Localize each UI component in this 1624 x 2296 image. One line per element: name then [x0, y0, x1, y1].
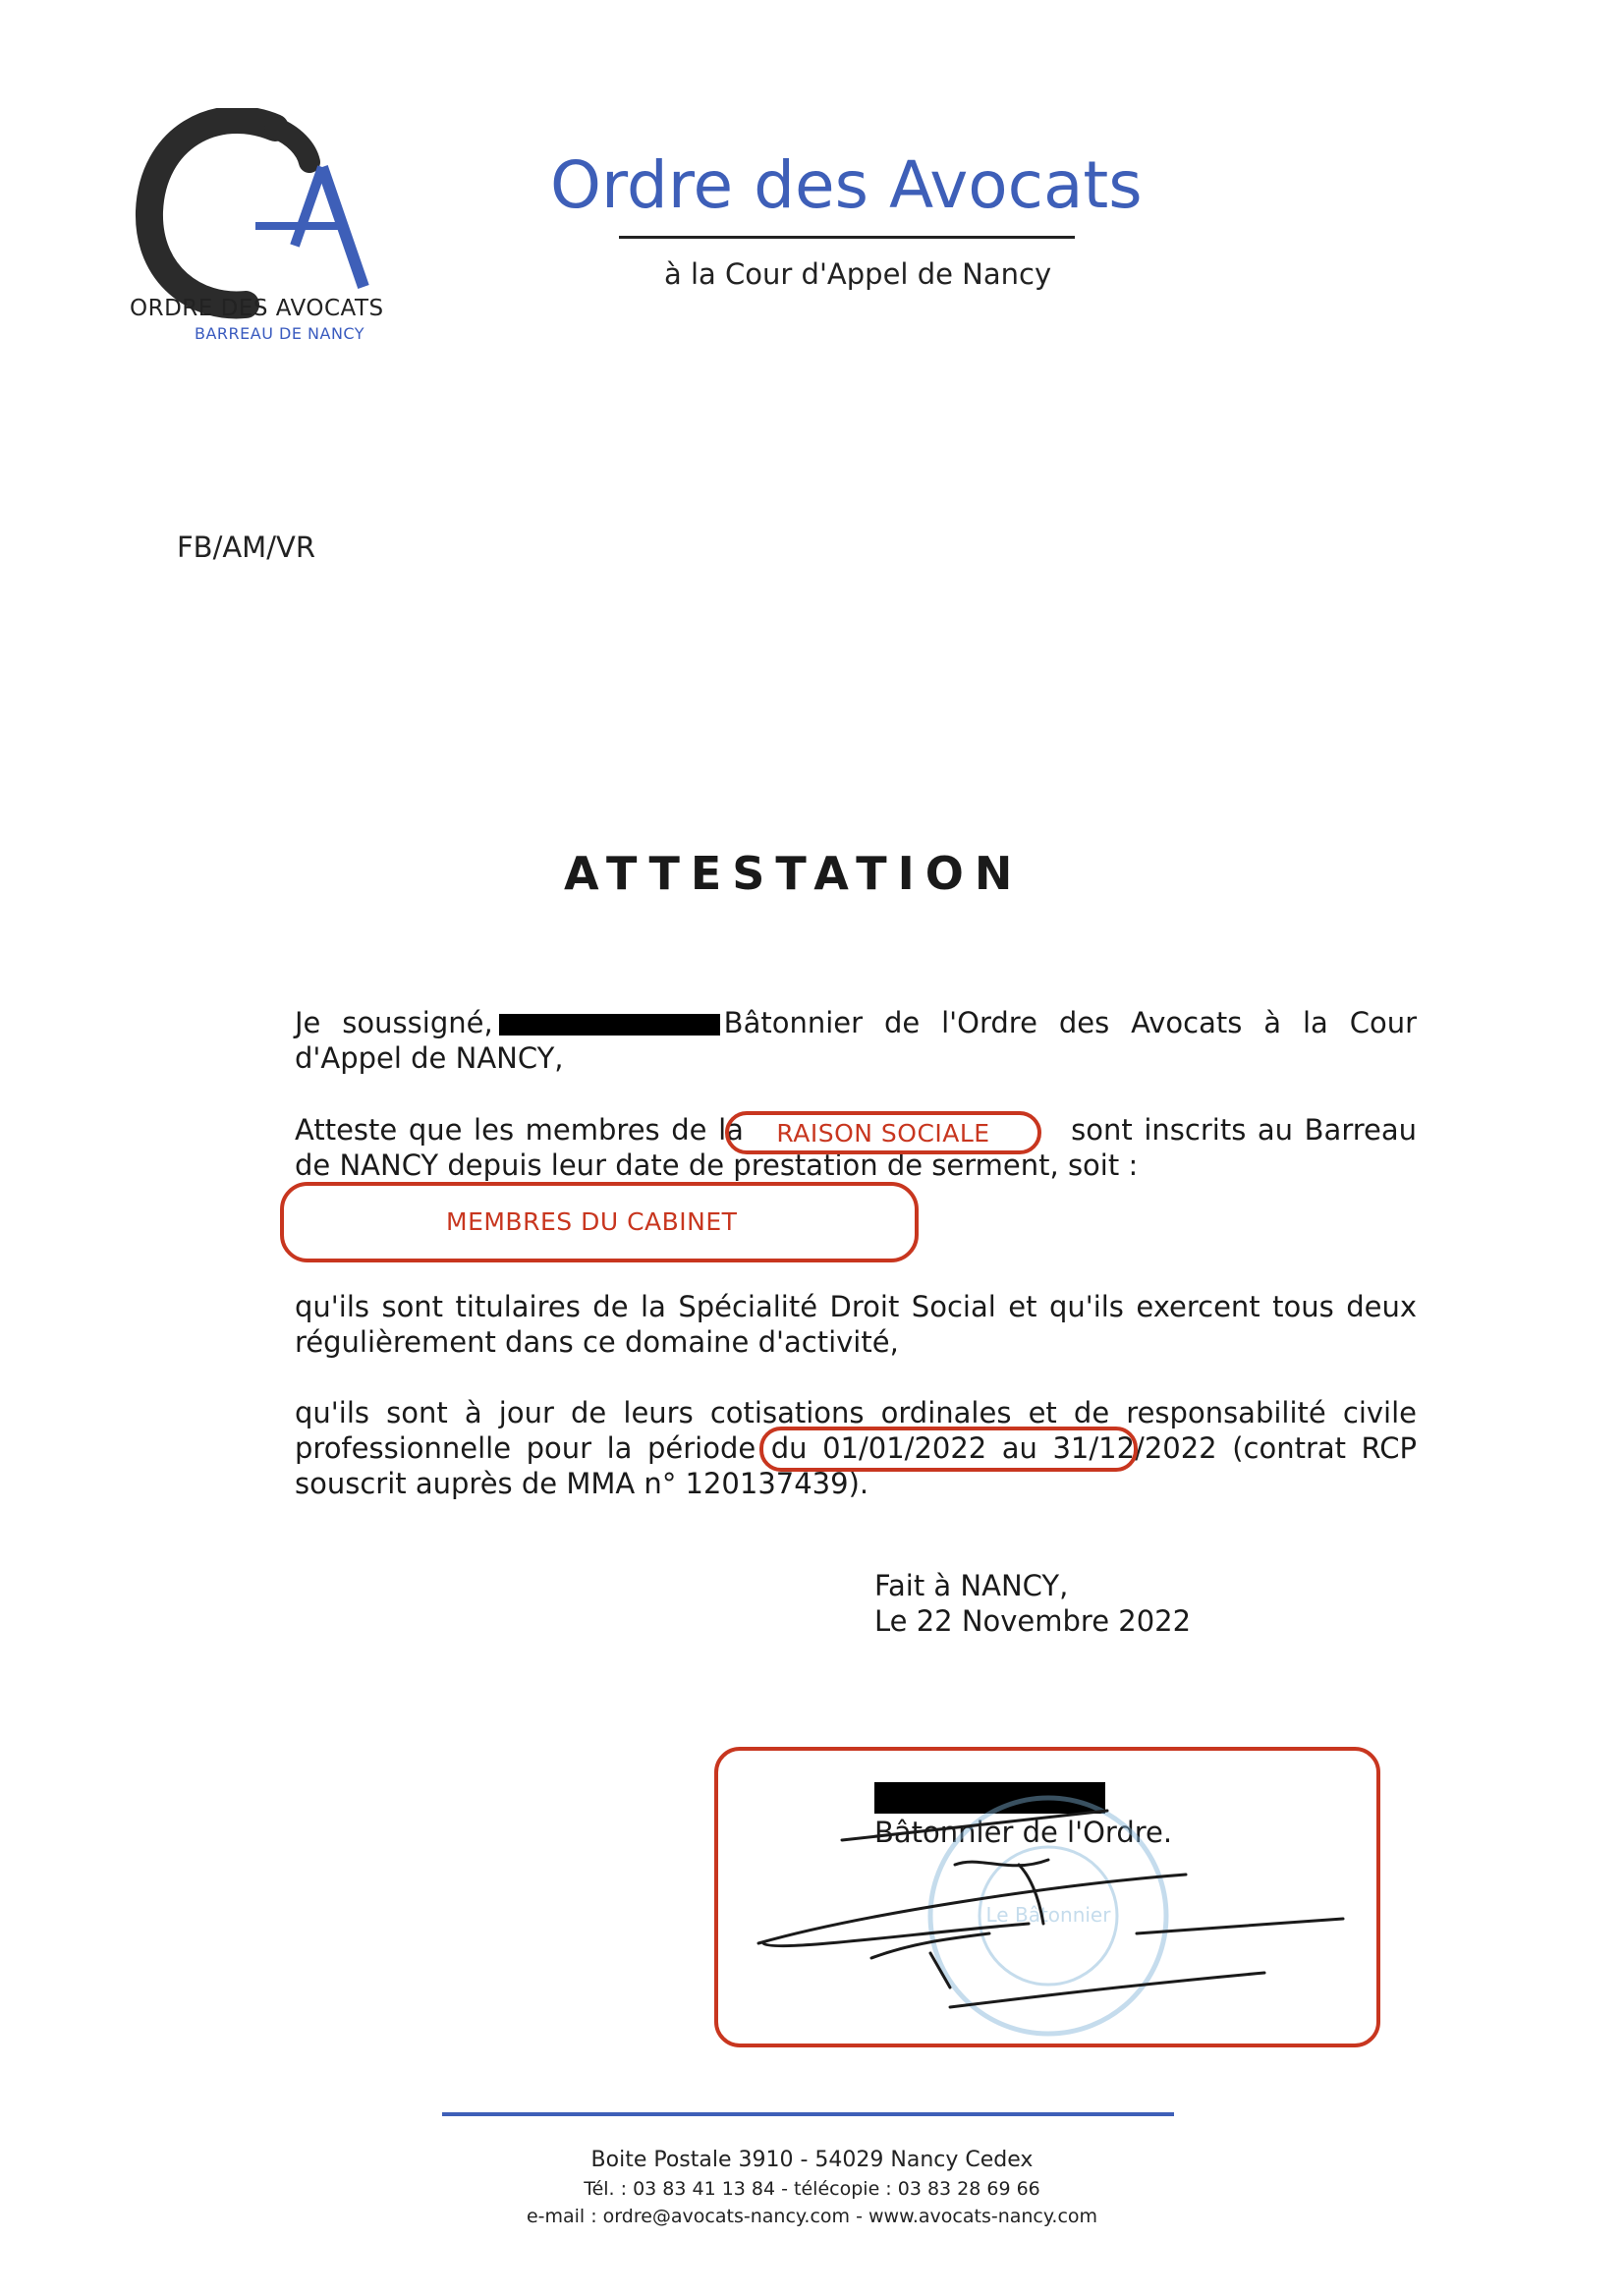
stamp-text: Le Bâtonnier — [985, 1903, 1111, 1927]
signatory-title: Bâtonnier de l'Ordre. — [874, 1816, 1173, 1849]
place-line: Fait à NANCY, — [874, 1569, 1069, 1602]
letterhead-subtitle: à la Cour d'Appel de Nancy — [664, 257, 1052, 291]
official-stamp — [930, 1798, 1166, 2034]
paragraph-declarant — [295, 1005, 1417, 1076]
p4-end: (contrat RCP souscrit auprès de MMA n° 120137439). — [295, 1431, 1417, 1500]
period-highlight — [759, 1427, 1138, 1472]
p1-end: Bâtonnier de l'Ordre des Avocats à la Cour d'Appel de NANCY, — [295, 1006, 1418, 1075]
company-name-highlight: RAISON SOCIALE — [725, 1111, 1041, 1154]
logo-line-order: ORDRE DES AVOCATS — [130, 296, 384, 321]
redacted-name — [499, 1014, 720, 1036]
footer-contact: e-mail : ordre@avocats-nancy.com - www.avocats-nancy.com — [526, 2206, 1098, 2227]
p1-start: Je soussigné, — [295, 1006, 493, 1039]
letterhead-title: Ordre des Avocats — [550, 147, 1143, 223]
footer-divider — [442, 2112, 1174, 2116]
footer-phone: Tél. : 03 83 41 13 84 - télécopie : 03 83 28 69 66 — [584, 2178, 1040, 2200]
place-date — [874, 1568, 1191, 1639]
signature-and-stamp — [714, 1747, 1380, 2047]
letterhead-divider — [619, 236, 1075, 239]
p4-start: qu'ils sont à jour de leurs cotisations ordinales et de responsabilité civile professionnelle pour la période du — [295, 1396, 1417, 1465]
reference-code: FB/AM/VR — [177, 531, 315, 564]
date-line: Le 22 Novembre 2022 — [874, 1604, 1192, 1638]
p2-start: Atteste que les membres de la — [295, 1113, 744, 1147]
document-title: ATTESTATION — [564, 847, 1024, 900]
p2-end: sont inscrits au Barreau de NANCY depuis leur date de prestation de serment, soit : — [295, 1113, 1418, 1182]
paragraph-specialty: qu'ils sont titulaires de la Spécialité Droit Social et qu'ils exercent tous deux régulièrement dans ce domaine d'activité, — [295, 1290, 1417, 1359]
p4-period: 01/01/2022 au 31/12/2022 — [822, 1431, 1217, 1465]
firm-members-placeholder: MEMBRES DU CABINET — [280, 1182, 919, 1262]
logo-line-bar: BARREAU DE NANCY — [195, 324, 365, 343]
footer-address: Boite Postale 3910 - 54029 Nancy Cedex — [590, 2148, 1034, 2172]
